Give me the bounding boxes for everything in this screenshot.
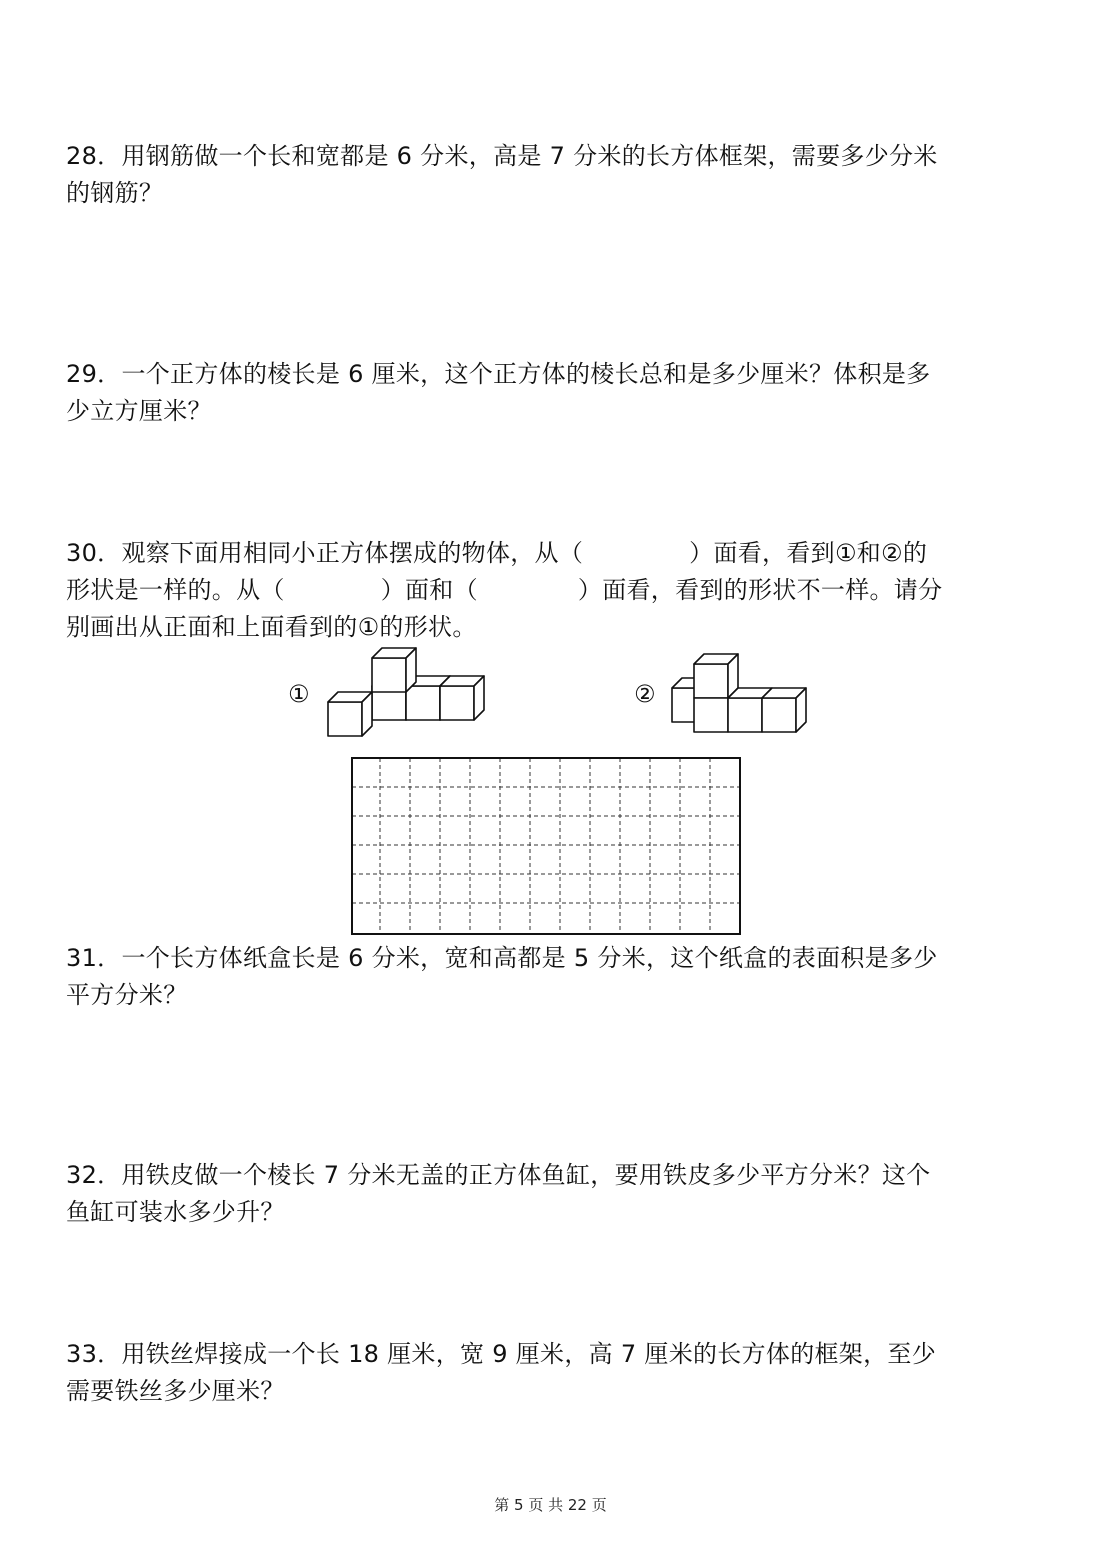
figure-1-label: ① [288, 680, 310, 708]
question-33-line-1: 33．用铁丝焊接成一个长 18 厘米，宽 9 厘米，高 7 厘米的长方体的框架，至少 [66, 1340, 936, 1368]
question-30-text-1b: ）面看，看到①和②的 [689, 539, 928, 567]
question-31-line-2: 平方分米？ [66, 981, 188, 1009]
question-32-line-1: 32．用铁皮做一个棱长 7 分米无盖的正方体鱼缸，要用铁皮多少平方分米？这个 [66, 1161, 931, 1189]
question-30-text-2a: 形状是一样的。从（ [66, 576, 285, 604]
question-30-text-2c: ）面看，看到的形状不一样。请分 [577, 576, 943, 604]
question-30-line-1 [66, 535, 1038, 572]
question-29-line-1: 29．一个正方体的棱长是 6 厘米，这个正方体的棱长总和是多少厘米？体积是多 [66, 360, 931, 388]
question-28 [66, 138, 1038, 212]
question-28-line-2: 的钢筋？ [66, 179, 164, 207]
cube-2-top [694, 654, 738, 698]
figure-2-label: ② [634, 680, 656, 708]
question-30-line-2 [66, 572, 1038, 609]
question-30-line-3: 别画出从正面和上面看到的①的形状。 [66, 613, 477, 641]
question-30-text-2b: ）面和（ [380, 576, 478, 604]
cube-1-back-c [440, 676, 484, 720]
cube-2-front-c [762, 688, 806, 732]
question-30-text-1a: 30．观察下面用相同小正方体摆成的物体，从（ [66, 539, 584, 567]
question-31 [66, 940, 1038, 1014]
page-footer: 第 5 页 共 22 页 [494, 1496, 607, 1514]
question-33-line-2: 需要铁丝多少厘米？ [66, 1377, 285, 1405]
question-32 [66, 1157, 1038, 1231]
question-29-line-2: 少立方厘米？ [66, 397, 212, 425]
question-30 [66, 535, 1038, 646]
cube-1-front [328, 692, 372, 736]
question-31-line-1: 31．一个长方体纸盒长是 6 分米，宽和高都是 5 分米，这个纸盒的表面积是多少 [66, 944, 938, 972]
cube-1-top [372, 648, 416, 692]
question-32-line-2: 鱼缸可装水多少升？ [66, 1198, 285, 1226]
question-29 [66, 356, 1038, 430]
question-33 [66, 1336, 1038, 1410]
drawing-grid[interactable] [350, 756, 744, 936]
question-28-line-1: 28．用钢筋做一个长和宽都是 6 分米，高是 7 分米的长方体框架，需要多少分米 [66, 142, 938, 170]
cube-figure-1 [320, 644, 492, 744]
cube-2-front-a [694, 698, 728, 732]
cube-figure-2 [664, 650, 814, 740]
